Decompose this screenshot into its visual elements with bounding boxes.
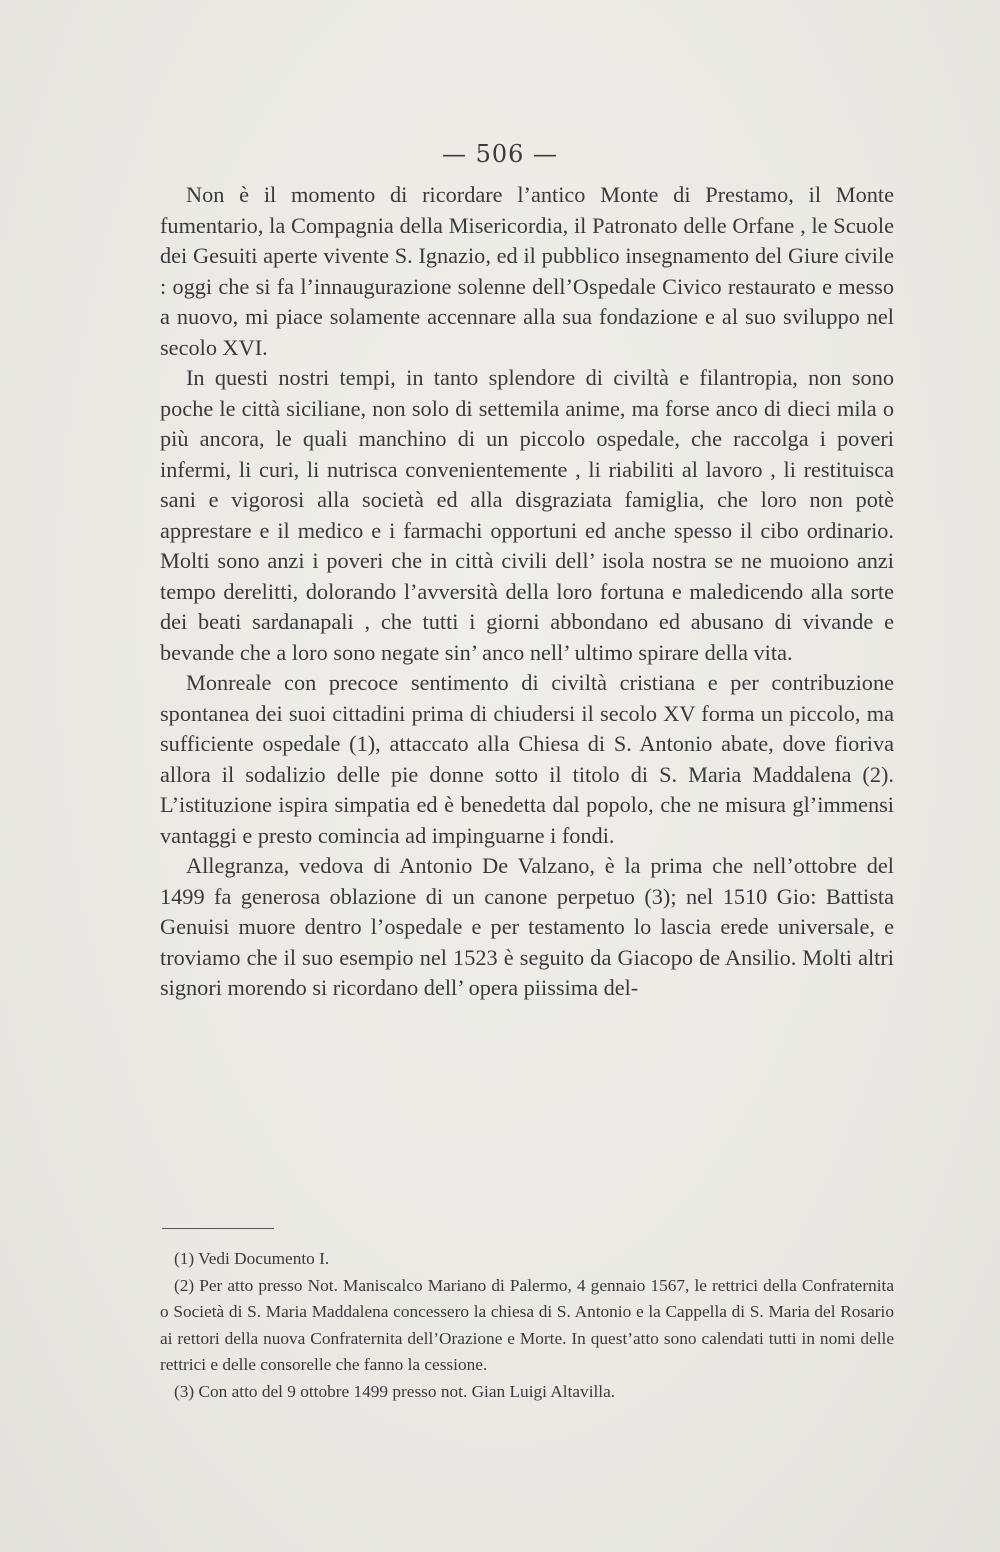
footnote-3: (3) Con atto del 9 ottobre 1499 presso not. Gian Luigi Altavilla. bbox=[174, 1381, 616, 1401]
page-number: — 506 — bbox=[441, 140, 559, 168]
footnotes bbox=[160, 1246, 894, 1405]
paragraph-1: Non è il momento di ricordare l’antico Monte di Prestamo, il Monte fumentario, la Compagnia della Misericordia, il Patronato delle Orfane , le Scuole dei Gesuiti aperte vivente S. Ignazio, ed il pubblico insegnamento del Giure civile : oggi che si fa l’innaugurazione solenne dell’Ospedale Civico restaurato e messo a nuovo, mi piace solamente accennare alla sua fondazione e al suo sviluppo nel secolo XVI. bbox=[160, 182, 894, 360]
paragraph-3: Monreale con precoce sentimento di civiltà cristiana e per contribuzione spontanea dei suoi cittadini prima di chiudersi il secolo XV forma un piccolo, ma sufficiente ospedale (1), attaccato alla Chiesa di S. Antonio abate, dove fioriva allora il sodalizio delle pie donne sotto il titolo di S. Maria Maddalena (2). L’istituzione ispira simpatia ed è benedetta dal popolo, che ne misura gl’immensi vantaggi e presto comincia ad impinguarne i fondi. bbox=[160, 670, 894, 848]
footnote-divider bbox=[162, 1228, 274, 1229]
main-text bbox=[160, 180, 894, 1004]
footnote-1: (1) Vedi Documento I. bbox=[174, 1249, 330, 1268]
footnote-2: (2) Per atto presso Not. Maniscalco Mariano di Palermo, 4 gennaio 1567, le rettrici della Confraternita o Società di S. Maria Maddalena concessero la chiesa di S. Antonio e la Cappella di S. Maria del Rosario ai rettori della nuova Confraternita dell’Orazione e Morte. In quest’atto sono calendati tutti in nomi delle rettrici e delle consorelle che fanno la cessione. bbox=[160, 1275, 894, 1374]
paragraph-2: In questi nostri tempi, in tanto splendore di civiltà e filantropia, non sono poche le città siciliane, non solo di settemila anime, ma forse anco di dieci mila o più ancora, le quali manchino di un piccolo ospedale, che raccolga i poveri infermi, li curi, li nutrisca convenientemente , li riabiliti al lavoro , li restituisca sani e vigorosi alla società ed alla disgraziata famiglia, che loro non potè apprestare e il medico e i farmachi opportuni ed anche spesso il cibo ordinario. Molti sono anzi i poveri che in città civili dell’ isola nostra se ne muoiono anzi tempo derelitti, dolorando l’avversità della loro fortuna e maledicendo alla sorte dei beati sardanapali , che tutti i giorni abbondano ed abusano di vivande e bevande che a loro sono negate sin’ anco nell’ ultimo spirare della vita. bbox=[160, 365, 894, 665]
paragraph-4: Allegranza, vedova di Antonio De Valzano, è la prima che nell’ottobre del 1499 fa generosa oblazione di un canone perpetuo (3); nel 1510 Gio: Battista Genuisi muore dentro l’ospedale e per testamento lo lascia erede universale, e troviamo che il suo esempio nel 1523 è seguito da Giacopo de Ansilio. Molti altri signori morendo si ricordano dell’ opera piissima del- bbox=[160, 853, 894, 1000]
